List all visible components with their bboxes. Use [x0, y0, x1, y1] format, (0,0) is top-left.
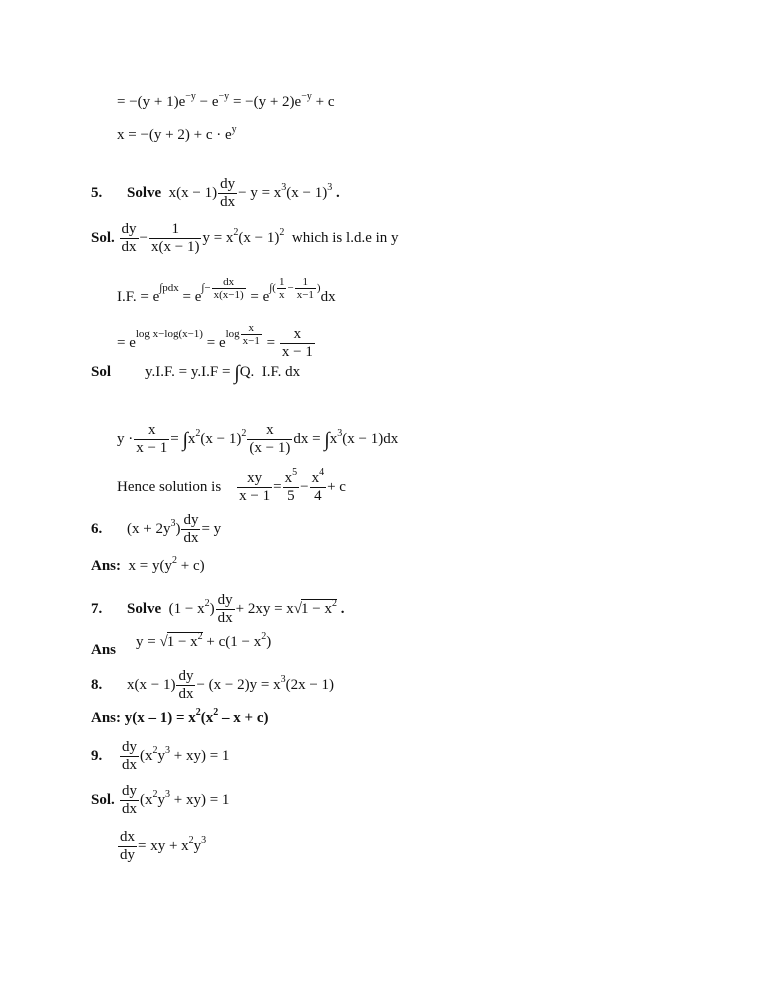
answer-label: Ans — [91, 642, 117, 658]
problem-number: 8. — [91, 677, 103, 694]
problem-8-answer: Ans: $y(x - 1) = x^2(x^2 - x + c)$ — [91, 707, 269, 726]
solution-label: Sol. — [91, 792, 115, 809]
lde-note: which is l.d.e in y — [291, 230, 399, 247]
problem-5-question: 5. Solve x(x − 1) $\frac{dy}{dx}$ − $y = x^3(x - 1)^3$ . — [91, 176, 340, 211]
problem-number: 6. — [91, 521, 103, 538]
problem-number: 5. — [91, 185, 103, 202]
answer-label: Ans: — [91, 558, 122, 574]
problem-5-solution-line-1: Sol. $\frac{dy}{dx}$ − $\frac{1}{x(x - 1)}$ $y = x^2(x - 1)^2$ which is l.d.e in y — [91, 221, 399, 256]
problem-5-conclusion: Hence solution is $\frac{xy}{x - 1}$ = $\frac{x^5}{5}$ − $\frac{x^4}{4}$ + c — [117, 467, 346, 505]
problem-number: 9. — [91, 748, 103, 765]
integrating-factor-line: I.F. = $e^{\int pdx} = e^{\int- \frac{dx}{x(x-1)}}$ = $e^{\int( \frac{1}{x} - \frac{1}{x-1} )}dx$ — [117, 276, 336, 306]
problem-7-question: 7. Solve $(1 - x^2)$ $\frac{dy}{dx}$ + $2xy = x√1 - x^2$ . — [91, 592, 345, 627]
problem-8-question: 8. x(x − 1) $\frac{dy}{dx}$ − $(x - 2)y = x^3(2x - 1)$ — [91, 668, 335, 703]
sol-label: Sol — [91, 364, 112, 380]
problem-6-question: 6. $(x + 2y^3)$ $\frac{dy}{dx}$ = y — [91, 512, 222, 547]
problem-9-solution-line-1: Sol. $\frac{dy}{dx}$ $(x^2y^3 + xy) = 1$ — [91, 783, 230, 818]
sol-general-formula: Sol y.I.F. = y.I.F = ∫Q. I.F. dx — [91, 362, 301, 384]
solve-label: Solve — [127, 185, 162, 202]
hence-text: Hence solution is — [117, 479, 222, 496]
problem-7-answer: Ans $y = √1 - x^2 + c(1 - x^2)$ — [91, 631, 272, 658]
continuation-line-2: $x = -(y + 2) + c \cdot e^y$ — [117, 124, 237, 143]
solve-label: Solve — [127, 601, 162, 618]
integral-line: y · $\frac{x}{x - 1}$ = $\int x^2(x - 1)^2$ $\frac{x}{(x - 1)}$ dx = $\int x^3(x - 1)dx$ — [117, 422, 399, 457]
solution-label: Sol. — [91, 230, 115, 247]
problem-6-answer: Ans: $x = y(y^2 + c)$ — [91, 555, 205, 574]
problem-9-solution-line-2: $\frac{dx}{dy}$ = xy + $x^2y^3$ — [120, 829, 207, 864]
continuation-line-1: = $-(y + 1)e^{-y} - e^{-y} = -(y + 2)e^{-y} + c$ — [117, 91, 335, 110]
integrating-factor-simplified: = $e^{log x-log(x-1)} = e^{log \frac{x}{x-1}}$ = $\frac{x}{x - 1}$ — [117, 322, 313, 361]
problem-number: 7. — [91, 601, 103, 618]
fraction-dy-dx: $\frac{dy}{dx}$ — [220, 176, 236, 211]
problem-9-question: 9. $\frac{dy}{dx}$ $(x^2y^3 + xy) = 1$ — [91, 739, 230, 774]
